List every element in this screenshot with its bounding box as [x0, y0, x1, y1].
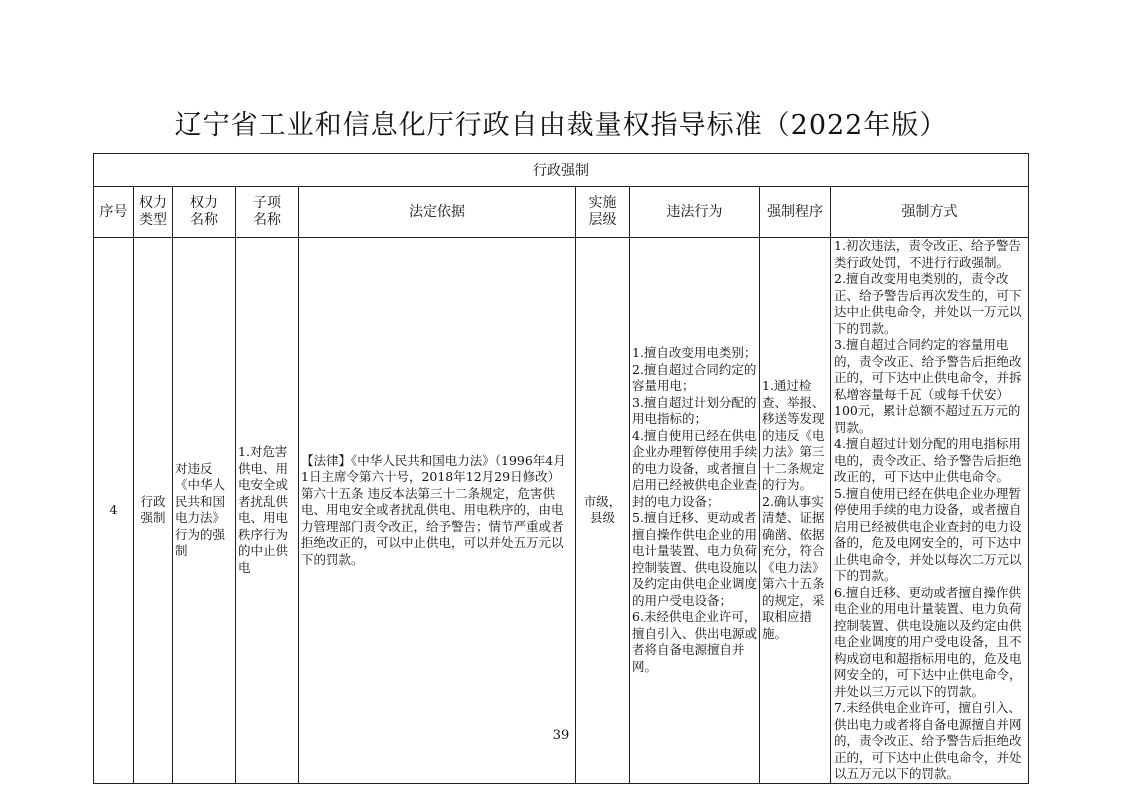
cell-procedure: 1.通过检查、举报、移送等发现的违反《电力法》第三十二条规定的行为。 2.确认事实清楚、证据确凿、依据充分，符合《电力法》第六十五条的规定，采取相应措施。 — [760, 238, 831, 784]
header-violation: 违法行为 — [630, 187, 760, 238]
header-level: 实施 层级 — [576, 187, 630, 238]
cell-seq: 4 — [94, 238, 134, 784]
header-power-type: 权力 类型 — [134, 187, 173, 238]
cell-power-name: 对违反《中华人民共和国电力法》行为的强制 — [173, 238, 236, 784]
table-row — [94, 238, 1029, 784]
cell-violation: 1.擅自改变用电类别； 2.擅自超过合同约定的容量用电； 3.擅自超过计划分配的用电指标的； 4.擅自使用已经在供电企业办理暂停使用手续的电力设备，或者擅自启用已经被供电企业查封的电力设备； 5.擅自迁移、更动或者擅自操作供电企业的用电计量装置、电力负荷控制装置、供电设施以及约定由供电企业调度的用户受电设备； 6.未经供电企业许可，擅自引入、供出电源或者将自备电源擅自并网。 — [630, 238, 760, 784]
cell-level: 市级， 县级 — [576, 238, 630, 784]
header-procedure: 强制程序 — [760, 187, 831, 238]
page-number: 39 — [552, 728, 570, 743]
cell-power-type: 行政 强制 — [134, 238, 173, 784]
section-banner: 行政强制 — [94, 154, 1029, 187]
page-title: 辽宁省工业和信息化厅行政自由裁量权指导标准（2022年版） — [174, 110, 948, 141]
discretion-standard-table — [93, 153, 1029, 784]
cell-sub-item: 1.对危害供电、用电安全或者扰乱供电、用电秩序行为的中止供电 — [236, 238, 299, 784]
cell-legal-basis: 【法律】《中华人民共和国电力法》（1996年4月1日主席令第六十号，2018年12月29日修改） 第六十五条 违反本法第三十二条规定，危害供电、用电安全或者扰乱供电、用电秩序的，由电力管理部门责令改正，给予警告；情节严重或者拒绝改正的，可以中止供电，可以并处五万元以下的罚款。 — [299, 238, 576, 784]
header-seq: 序号 — [94, 187, 134, 238]
cell-method: 1.初次违法，责令改正、给予警告类行政处罚，不进行行政强制。 2.擅自改变用电类别的，责令改正、给予警告后再次发生的，可下达中止供电命令，并处以一万元以下的罚款。 3.擅自超过合同约定的容量用电的，责令改正、给予警告后拒绝改正的，可下达中止供电命令，并拆私增容量每千瓦（或每千伏安）100元，累计总额不超过五万元的罚款。 4.擅自超过计划分配的用电指标用电的，责令改正、给予警告后拒绝改正的，可下达中止供电命令。 5.擅自使用已经在供电企业办理暂停使用手续的电力设备，或者擅自启用已经被供电企业查封的电力设备的，危及电网安全的，可下达中止供电命令，并处以每次二万元以下的罚款。 6.擅自迁移、更动或者擅自操作供电企业的用电计量装置、电力负荷控制装置、供电设施以及约定由供电企业调度的用户受电设备，且不构成窃电和超指标用电的，危及电网安全的，可下达中止供电命令，并处以三万元以下的罚款。 7.未经供电企业许可，擅自引入、供出电力或者将自备电源擅自并网的，责令改正、给予警告后拒绝改正的，可下达中止供电命令，并处以五万元以下的罚款。 — [831, 238, 1029, 784]
header-sub-item: 子项 名称 — [236, 187, 299, 238]
header-row — [94, 187, 1029, 238]
header-power-name: 权力 名称 — [173, 187, 236, 238]
header-method: 强制方式 — [831, 187, 1029, 238]
header-legal-basis: 法定依据 — [299, 187, 576, 238]
